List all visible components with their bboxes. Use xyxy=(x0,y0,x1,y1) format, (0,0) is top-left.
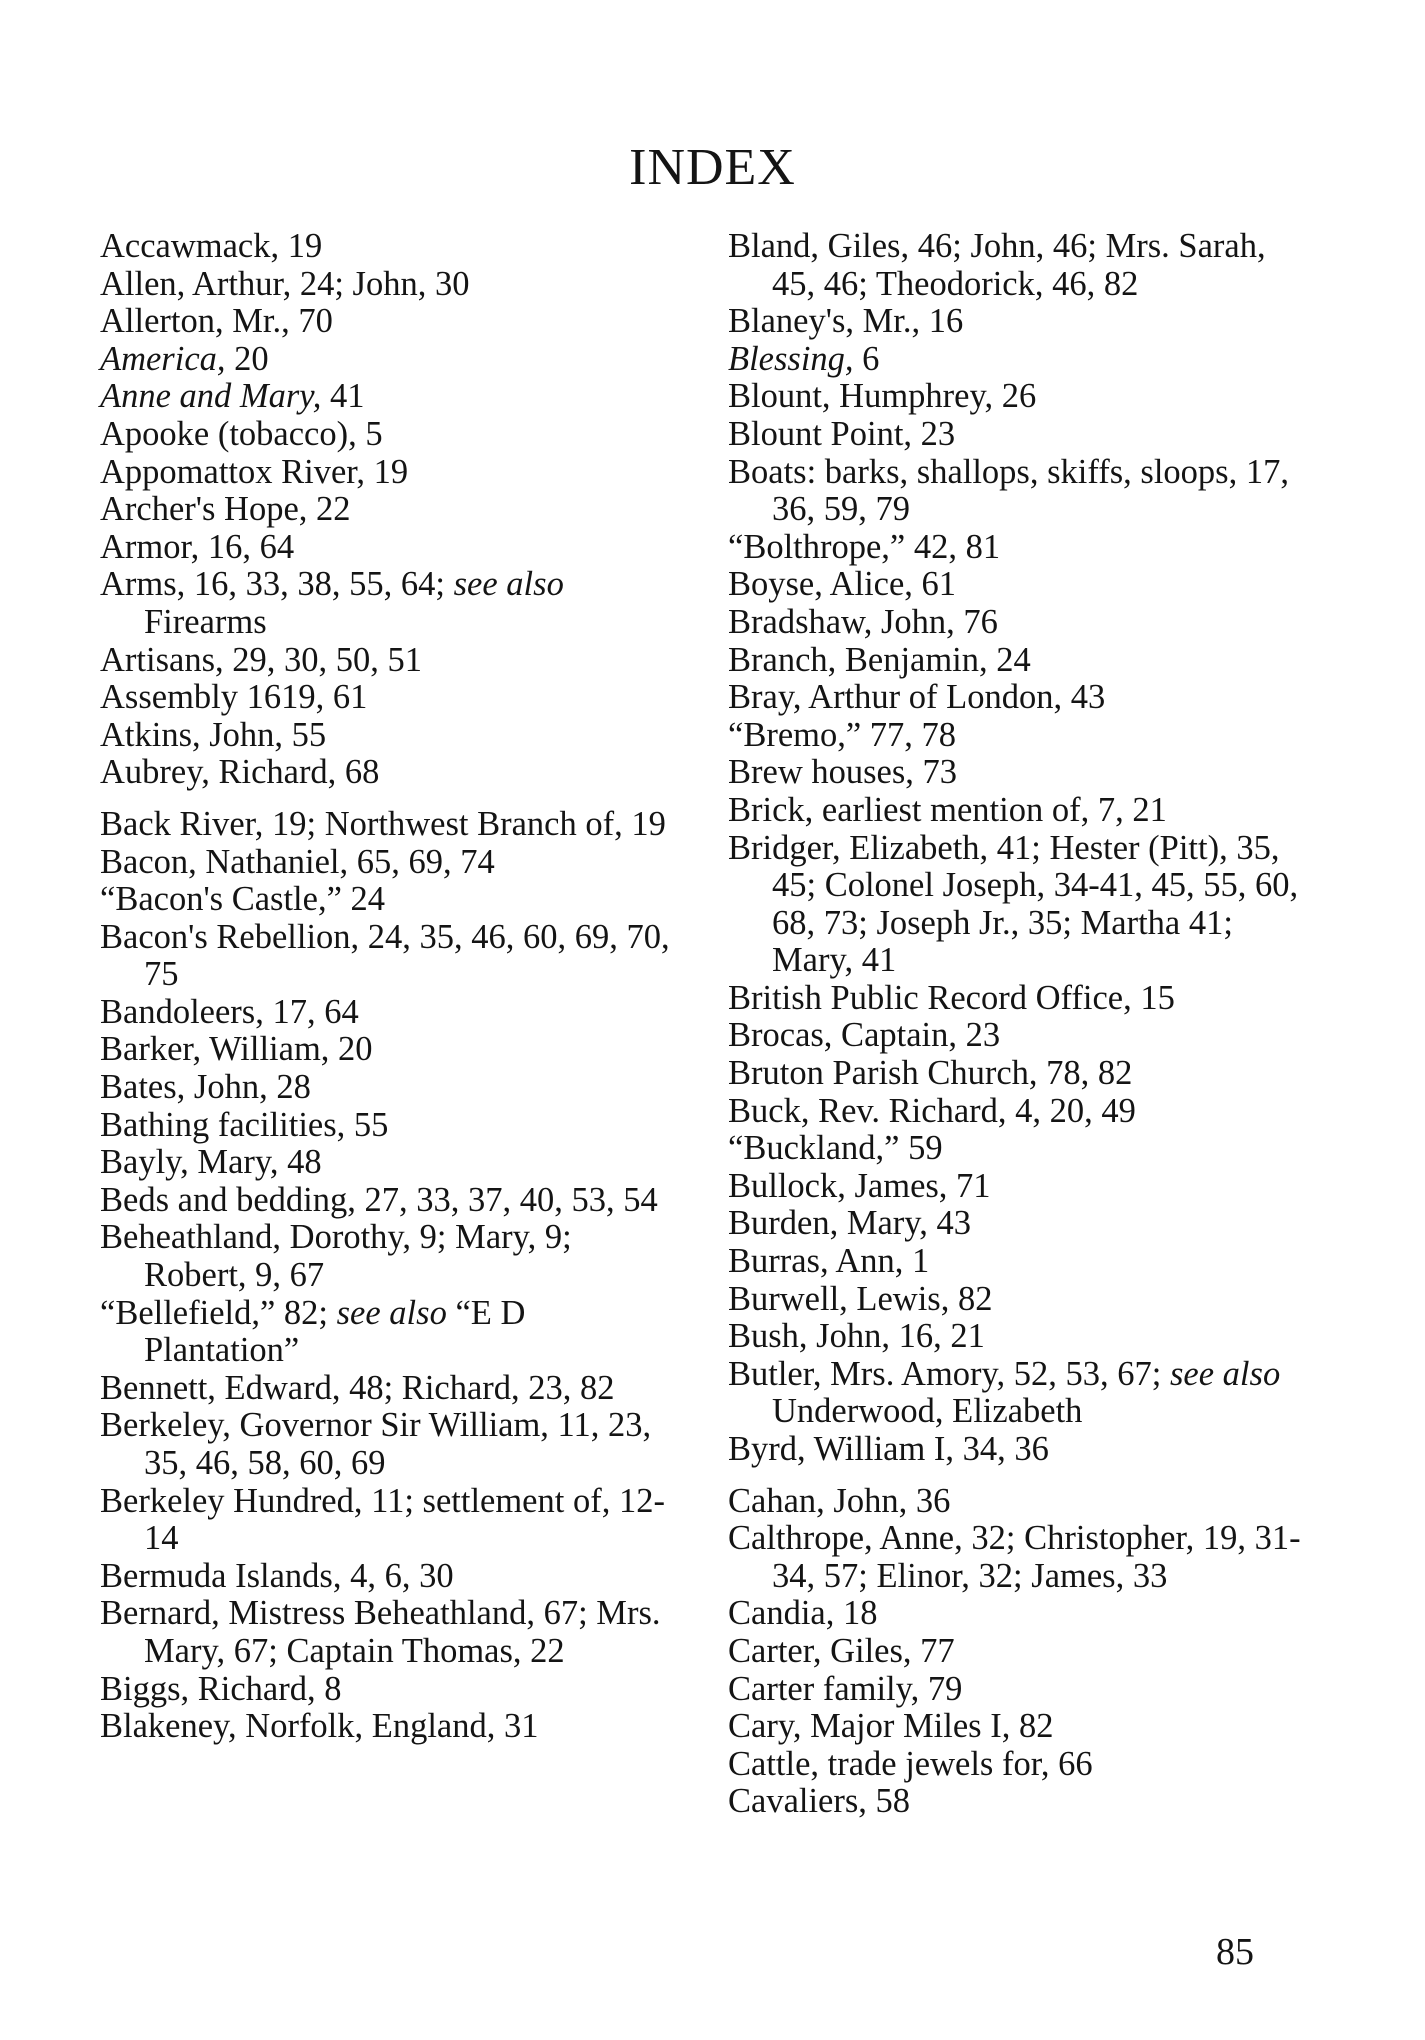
index-entry-text: Bullock, James, 71 xyxy=(728,1166,991,1205)
index-column-right xyxy=(728,228,1308,1821)
index-entry-text: Carter, Giles, 77 xyxy=(728,1631,955,1670)
index-entry-text: Beheathland, Dorothy, 9; Mary, 9; Robert, 9, 67 xyxy=(100,1218,572,1295)
index-entry-text: Blount, Humphrey, 26 xyxy=(728,377,1037,416)
index-entry-text: Bernard, Mistress Beheathland, 67; Mrs. Mary, 67; Captain Thomas, 22 xyxy=(100,1594,661,1670)
index-entry-text: Bray, Arthur of London, 43 xyxy=(728,678,1106,717)
index-entry-text: Bacon, Nathaniel, 65, 69, 74 xyxy=(100,842,495,881)
index-entry xyxy=(100,1483,675,1558)
index-entry xyxy=(100,994,675,1032)
index-entry-text: Boyse, Alice, 61 xyxy=(728,565,957,604)
index-entry-text: Bates, John, 28 xyxy=(100,1068,311,1107)
index-entry-italic-text: see also xyxy=(336,1293,447,1332)
index-entry-text: British Public Record Office, 15 xyxy=(728,978,1175,1017)
index-entry-text: Back River, 19; Northwest Branch of, 19 xyxy=(100,804,666,843)
index-entry xyxy=(100,1295,675,1370)
index-entry-text: Branch, Benjamin, 24 xyxy=(728,640,1031,679)
index-entry xyxy=(728,1243,1308,1281)
index-entry xyxy=(100,1407,675,1482)
index-entry-text: Assembly 1619, 61 xyxy=(100,678,368,717)
index-entry xyxy=(728,529,1308,567)
index-entry xyxy=(100,1144,675,1182)
index-entry xyxy=(100,378,675,416)
index-entry-text: Brocas, Captain, 23 xyxy=(728,1016,1001,1055)
index-entry xyxy=(100,1069,675,1107)
index-entry-text: Cavaliers, 58 xyxy=(728,1782,911,1821)
index-entry-text: Bland, Giles, 46; John, 46; Mrs. Sarah, 45, 46; Theodorick, 46, 82 xyxy=(728,227,1266,303)
index-entry xyxy=(100,566,675,641)
index-entry xyxy=(728,679,1308,717)
index-entry xyxy=(100,1182,675,1220)
index-entry-text: Cattle, trade jewels for, 66 xyxy=(728,1744,1093,1783)
index-entry-text: Bradshaw, John, 76 xyxy=(728,602,998,641)
index-entry-text: “Buckland,” 59 xyxy=(728,1129,943,1168)
index-entry-text: Bennett, Edward, 48; Richard, 23, 82 xyxy=(100,1368,615,1407)
index-entry xyxy=(728,1595,1308,1633)
index-entry-text: 6 xyxy=(853,339,880,378)
index-entry-text: “Bacon's Castle,” 24 xyxy=(100,880,386,919)
index-entry xyxy=(728,303,1308,341)
index-entry-text: Appomattox River, 19 xyxy=(100,452,409,491)
index-entry xyxy=(728,1783,1308,1821)
index-entry-text: Boats: barks, shallops, skiffs, sloops, 17, 36, 59, 79 xyxy=(728,452,1289,529)
index-entry xyxy=(728,378,1308,416)
index-entry-text: Allen, Arthur, 24; John, 30 xyxy=(100,264,470,303)
index-entry-text: Beds and bedding, 27, 33, 37, 40, 53, 54 xyxy=(100,1180,658,1219)
index-entry-text: Bayly, Mary, 48 xyxy=(100,1143,322,1182)
index-entry-text: Butler, Mrs. Amory, 52, 53, 67; xyxy=(728,1354,1170,1393)
index-entry xyxy=(728,1017,1308,1055)
index-entry-text: Candia, 18 xyxy=(728,1594,878,1633)
index-entry xyxy=(100,642,675,680)
index-entry xyxy=(100,303,675,341)
index-entry xyxy=(100,754,675,792)
index-entry xyxy=(728,1318,1308,1356)
index-entry-text: Berkeley Hundred, 11; settlement of, 12-14 xyxy=(100,1481,665,1558)
page-number: 85 xyxy=(1216,1931,1254,1973)
index-entry xyxy=(100,806,675,844)
index-entry xyxy=(728,754,1308,792)
index-entry xyxy=(100,919,675,994)
index-entry-text: Brew houses, 73 xyxy=(728,753,958,792)
index-entry xyxy=(728,1671,1308,1709)
index-entry-text: “Bremo,” 77, 78 xyxy=(728,715,957,754)
index-entry-text: Barker, William, 20 xyxy=(100,1030,373,1069)
index-entry xyxy=(728,1520,1308,1595)
index-entry xyxy=(728,228,1308,303)
index-entry xyxy=(728,1093,1308,1131)
index-entry-text: Allerton, Mr., 70 xyxy=(100,302,333,341)
index-entry xyxy=(728,1708,1308,1746)
index-entry xyxy=(100,416,675,454)
index-entry-text: Archer's Hope, 22 xyxy=(100,490,351,529)
index-entry xyxy=(100,228,675,266)
index-entry-text: Carter family, 79 xyxy=(728,1669,963,1708)
index-entry-italic-text: America, xyxy=(100,339,226,378)
index-entry-text: 41 xyxy=(321,377,365,416)
index-entry xyxy=(728,1130,1308,1168)
index-entry-text: Berkeley, Governor Sir William, 11, 23, 35, 46, 58, 60, 69 xyxy=(100,1406,652,1482)
index-entry-text: Arms, 16, 33, 38, 55, 64; xyxy=(100,565,454,604)
index-entry-text: 20 xyxy=(225,339,269,378)
index-entry xyxy=(100,1671,675,1709)
index-entry-text: Calthrope, Anne, 32; Christopher, 19, 31-34, 57; Elinor, 32; James, 33 xyxy=(728,1519,1301,1595)
index-entry-text: Cahan, John, 36 xyxy=(728,1481,951,1520)
index-entry xyxy=(728,341,1308,379)
index-entry xyxy=(100,1708,675,1746)
index-entry xyxy=(728,1055,1308,1093)
index-entry xyxy=(728,1281,1308,1319)
index-entry-text: Cary, Major Miles I, 82 xyxy=(728,1707,1054,1746)
index-entry-text: Firearms xyxy=(144,602,267,641)
index-entry xyxy=(100,844,675,882)
index-entry xyxy=(100,717,675,755)
page-title: INDEX xyxy=(629,139,796,196)
index-entry xyxy=(728,604,1308,642)
index-entry xyxy=(728,1168,1308,1206)
index-entry xyxy=(728,1205,1308,1243)
index-entry-text: Accawmack, 19 xyxy=(100,227,323,265)
index-entry xyxy=(728,792,1308,830)
index-entry-text: Blaney's, Mr., 16 xyxy=(728,302,964,341)
index-entry xyxy=(100,529,675,567)
index-entry-text: “E D Plantation” xyxy=(144,1293,526,1370)
index-entry xyxy=(100,491,675,529)
index-entry-italic-text: Anne and Mary, xyxy=(100,377,322,416)
index-entry xyxy=(100,881,675,919)
index-entry xyxy=(100,341,675,379)
index-entry xyxy=(100,1107,675,1145)
index-entry-text: Burras, Ann, 1 xyxy=(728,1242,930,1281)
index-entry-text: Brick, earliest mention of, 7, 21 xyxy=(728,790,1167,829)
index-entry-text: “Bolthrope,” 42, 81 xyxy=(728,527,1001,566)
index-entry-text: Biggs, Richard, 8 xyxy=(100,1669,342,1708)
index-entry xyxy=(728,642,1308,680)
index-entry xyxy=(100,1595,675,1670)
index-column-left xyxy=(100,228,675,1746)
index-entry-text: Burwell, Lewis, 82 xyxy=(728,1279,993,1318)
index-entry xyxy=(728,980,1308,1018)
index-entry xyxy=(728,1356,1308,1431)
index-entry-italic-text: see also xyxy=(1170,1354,1281,1393)
index-entry xyxy=(728,717,1308,755)
index-entry xyxy=(100,1370,675,1408)
index-entry-text: Bandoleers, 17, 64 xyxy=(100,992,359,1031)
index-entry xyxy=(100,679,675,717)
index-entry-text: Artisans, 29, 30, 50, 51 xyxy=(100,640,422,679)
index-entry-text: Blount Point, 23 xyxy=(728,414,956,453)
index-entry xyxy=(100,266,675,304)
index-entry xyxy=(100,1031,675,1069)
index-entry-text: Bermuda Islands, 4, 6, 30 xyxy=(100,1556,454,1595)
index-entry-text: Bacon's Rebellion, 24, 35, 46, 60, 69, 70, 75 xyxy=(100,917,670,994)
index-entry xyxy=(728,454,1308,529)
index-entry-text: Apooke (tobacco), 5 xyxy=(100,414,383,453)
index-entry-text: “Bellefield,” 82; xyxy=(100,1293,337,1332)
index-entry-text: Underwood, Elizabeth xyxy=(772,1392,1083,1431)
index-entry xyxy=(100,1219,675,1294)
index-entry-text: Burden, Mary, 43 xyxy=(728,1204,972,1243)
index-entry xyxy=(728,1746,1308,1784)
index-entry xyxy=(100,454,675,492)
index-entry-text: Bruton Parish Church, 78, 82 xyxy=(728,1054,1133,1093)
index-entry-text: Bush, John, 16, 21 xyxy=(728,1317,985,1356)
index-entry-text: Atkins, John, 55 xyxy=(100,715,327,754)
index-entry-text: Byrd, William I, 34, 36 xyxy=(728,1430,1049,1468)
index-entry-text: Blakeney, Norfolk, England, 31 xyxy=(100,1707,539,1746)
index-entry xyxy=(100,1558,675,1596)
index-entry xyxy=(728,1431,1308,1469)
index-entry-text: Bridger, Elizabeth, 41; Hester (Pitt), 35, 45; Colonel Joseph, 34-41, 45, 55, 60, 68, 73; Joseph Jr., 35; Martha 41; Mary, 41 xyxy=(728,828,1299,980)
index-entry xyxy=(728,566,1308,604)
index-entry xyxy=(728,830,1308,980)
index-entry xyxy=(728,1633,1308,1671)
index-entry-text: Buck, Rev. Richard, 4, 20, 49 xyxy=(728,1091,1136,1130)
index-entry-text: Armor, 16, 64 xyxy=(100,527,295,566)
index-entry-text: Bathing facilities, 55 xyxy=(100,1105,389,1144)
index-entry xyxy=(728,416,1308,454)
index-entry-text: Aubrey, Richard, 68 xyxy=(100,753,380,792)
index-entry-italic-text: Blessing, xyxy=(728,339,854,378)
index-entry xyxy=(728,1483,1308,1521)
index-entry-italic-text: see also xyxy=(453,565,564,604)
